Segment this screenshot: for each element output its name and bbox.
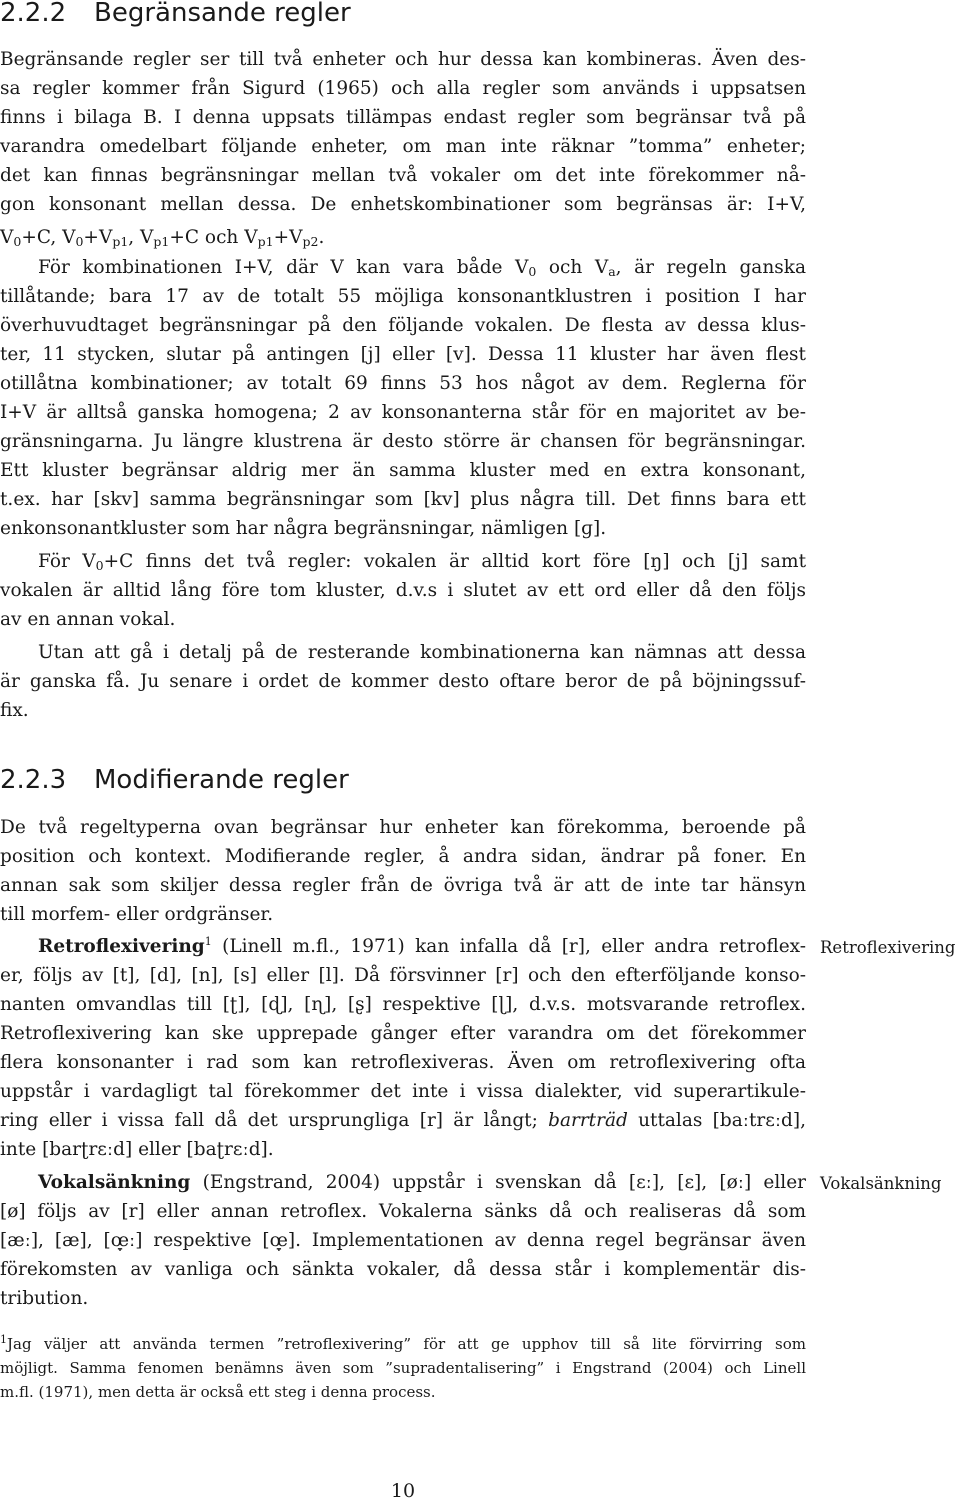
- paragraph-line: uppstår i vardagligt tal förekommer det inte i vissa dialekter, vid superartikule-: [0, 1081, 806, 1102]
- footnote-line: m.fl. (1971), men detta är också ett steg i denna process.: [0, 1383, 436, 1401]
- paragraph-line: Begränsande regler ser till två enheter och hur dessa kan kombineras. Även des-: [0, 49, 806, 70]
- paragraph-line: position och kontext. Modifierande regler, å andra sidan, ändrar på foner. En: [0, 846, 806, 867]
- term-retroflexivering: Retroflexivering: [38, 936, 205, 957]
- paragraph-line: nanten omvandlas till [ʈ], [ɖ], [ɳ], [ʂ] respektive [ɭ], d.v.s. motsvarande retroflex.: [0, 994, 806, 1015]
- paragraph-line: flera konsonanter i rad som kan retroflexiveras. Även om retroflexivering ofta: [0, 1052, 806, 1073]
- paragraph-line: [ø] följs av [r] eller annan retroflex. Vokalerna sänks då och realiseras då som: [0, 1201, 806, 1222]
- section-title: Modifierande regler: [94, 765, 349, 795]
- paragraph-line: överhuvudtaget begränsningar på den följande vokalen. De flesta av dessa klus-: [0, 315, 806, 336]
- paragraph-line: förekomsten av vanliga och sänkta vokaler, då dessa står i komplementär dis-: [0, 1259, 806, 1280]
- paragraph-line: Vokalsänkning (Engstrand, 2004) uppstår i svenskan då [ɛː], [ɛ], [øː] eller: [38, 1172, 806, 1193]
- paragraph-line: De två regeltyperna ovan begränsar hur enheter kan förekomma, beroende på: [0, 817, 806, 838]
- paragraph-line: Retroflexivering kan ske upprepade gånger efter varandra om det förekommer: [0, 1023, 806, 1044]
- footnote-mark: 1: [0, 1333, 7, 1346]
- section-number: 2.2.2: [0, 0, 67, 28]
- footnote-mark: 1: [204, 934, 212, 948]
- paragraph-line: Ett kluster begränsar aldrig mer än samma kluster med en extra konsonant,: [0, 460, 806, 481]
- paragraph-line: av en annan vokal.: [0, 609, 176, 630]
- paragraph-line: I+V är alltså ganska homogena; 2 av konsonanterna står för en majoritet av be-: [0, 402, 806, 423]
- paragraph-line: finns i bilaga B. I denna uppsats tillämpas endast regler som begränsar två på: [0, 107, 806, 128]
- page-number: 10: [390, 1480, 416, 1502]
- paragraph-line: [æː], [æ], [œ̞ː] respektive [œ̞]. Implementationen av denna regel begränsar även: [0, 1230, 806, 1251]
- footnote-line: möjligt. Samma fenomen benämns även som ”supradentalisering” i Engstrand (2004) och Linell: [0, 1359, 806, 1377]
- section-heading-2-2-3: [0, 765, 349, 795]
- paragraph-line: ter, 11 stycken, slutar på antingen [j] eller [v]. Dessa 11 kluster har även flest: [0, 344, 806, 365]
- paragraph-line: sa regler kommer från Sigurd (1965) och alla regler som används i uppsatsen: [0, 78, 806, 99]
- paragraph-line: annan sak som skiljer dessa regler från de övriga två är att de inte tar hänsyn: [0, 875, 806, 896]
- paragraph-line: tribution.: [0, 1288, 89, 1309]
- paragraph-line: vokalen är alltid lång före tom kluster, d.v.s i slutet av ett ord eller då den följs: [0, 580, 806, 601]
- paragraph-line: ring eller i vissa fall då det ursprungliga [r] är långt; barrträd uttalas [baːtrɛːd],: [0, 1110, 806, 1131]
- paragraph-line: För $V_0+C$ finns det två regler: vokalen är alltid kort före [ŋ] och [j] samt: [38, 551, 807, 573]
- footnote-line: $^1$Jag väljer att använda termen ”retroflexivering” för att ge upphov till så lite förvirring som: [0, 1333, 806, 1353]
- paragraph-line: gon konsonant mellan dessa. De enhetskombinationer som begränsas är: I+V,: [0, 194, 806, 215]
- paragraph-line: otillåtna kombinationer; av totalt 69 finns 53 hos något av dem. Reglerna för: [0, 373, 806, 394]
- paragraph-line: Retroflexivering$^1$ (Linell m.fl., 1971) kan infalla då [r], eller andra retroflex-: [38, 934, 806, 957]
- section-number: 2.2.3: [0, 765, 67, 795]
- paragraph-line: varandra omedelbart följande enheter, om man inte räknar ”tomma” enheter;: [0, 136, 806, 157]
- term-vokalsankning: Vokalsänkning: [38, 1172, 191, 1193]
- section-title: Begränsande regler: [94, 0, 351, 28]
- paragraph-line: Utan att gå i detalj på de resterande kombinationerna kan nämnas att dessa: [38, 642, 806, 663]
- paragraph-line: tillåtande; bara 17 av de totalt 55 möjliga konsonantklustren i position I har: [0, 286, 806, 307]
- paragraph-line: till morfem- eller ordgränser.: [0, 904, 274, 925]
- paragraph-line: gränsningarna. Ju längre klustrena är desto större är chansen för begränsningar.: [0, 431, 806, 452]
- paragraph-line: För kombinationen I+V, där V kan vara både $V_0$ och $V_a$, är regeln ganska: [38, 257, 806, 279]
- section-heading-2-2-2: [0, 0, 351, 28]
- margin-note-vokalsankning: Vokalsänkning: [820, 1174, 942, 1193]
- paragraph-line: enkonsonantkluster som har några begränsningar, nämligen [ɡ].: [0, 518, 607, 539]
- margin-note-retroflexivering: Retroflexivering: [820, 938, 956, 957]
- combination-list-line: $V_0+C$, $V_0+V_{p1}$, $V_{p1}+C$ och $V_{p1}+V_{p2}$.: [0, 227, 325, 249]
- paragraph-line: er, följs av [t], [d], [n], [s] eller [l]. Då försvinner [r] och den efterföljande konso-: [0, 965, 806, 986]
- paragraph-line: det kan finnas begränsningar mellan två vokaler om det inte förekommer nå-: [0, 165, 806, 186]
- paragraph-line: är ganska få. Ju senare i ordet de kommer desto oftare beror de på böjningssuf-: [0, 671, 806, 692]
- paragraph-line: inte [barʈrɛːd] eller [baʈrɛːd].: [0, 1139, 274, 1160]
- paragraph-line: fix.: [0, 700, 29, 721]
- paragraph-line: t.ex. har [skv] samma begränsningar som [kv] plus några till. Det finns bara ett: [0, 489, 806, 510]
